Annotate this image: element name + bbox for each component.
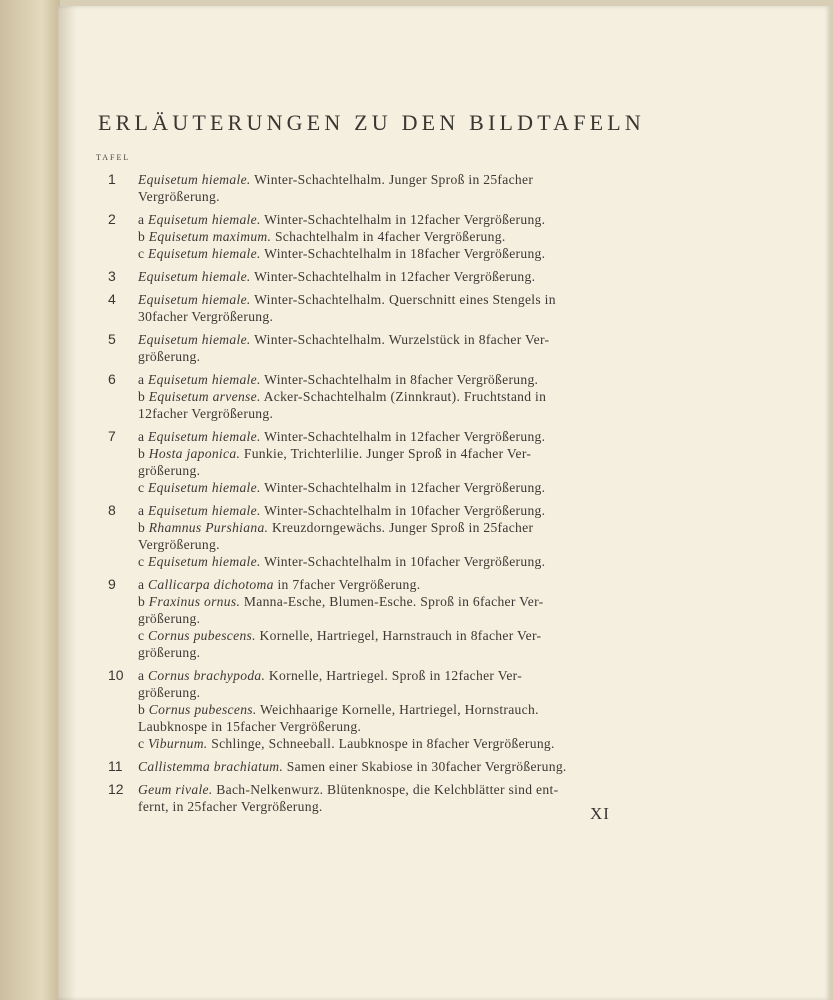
page-number: XI: [590, 804, 610, 823]
description-text: Samen einer Skabiose in 30facher Vergrößerung.: [283, 759, 567, 774]
plate-entry: [96, 291, 618, 325]
plate-entry: [96, 758, 618, 775]
plate-number: 2: [108, 211, 116, 227]
description-text: in 7facher Vergrößerung.: [273, 577, 421, 592]
plate-entry: [96, 667, 618, 752]
species-name: Fraxinus ornus.: [148, 594, 241, 609]
species-name: Cornus pubescens.: [148, 628, 256, 643]
species-name: Equisetum hiemale.: [138, 332, 251, 347]
plate-text-line: [138, 445, 618, 462]
plate-text-line: [138, 228, 618, 245]
page-heading: ERLÄUTERUNGEN ZU DEN BILDTAFELN: [98, 110, 645, 135]
plate-text-line: [138, 735, 618, 752]
species-name: Equisetum maximum.: [148, 229, 272, 244]
plate-text-line: [138, 388, 618, 405]
description-text: 30facher Vergrößerung.: [138, 309, 274, 324]
species-name: Rhamnus Purshiana.: [148, 520, 269, 535]
plate-text-line: [138, 291, 618, 308]
description-text: Funkie, Trichterlilie. Junger Sproß in 4facher Ver-: [240, 446, 532, 461]
description-text: Winter-Schachtelhalm. Junger Sproß in 25facher: [250, 172, 534, 187]
plate-text-line: [138, 536, 618, 553]
plate-text-line: [138, 627, 618, 644]
plate-text-line: [138, 348, 618, 365]
description-text: 12facher Vergrößerung.: [138, 406, 274, 421]
species-name: Equisetum hiemale.: [138, 269, 251, 284]
plate-number: 9: [108, 576, 116, 592]
description-text: Vergrößerung.: [138, 189, 220, 204]
plate-number: 12: [108, 781, 124, 797]
description-text: Winter-Schachtelhalm in 12facher Vergrößerung.: [260, 429, 546, 444]
description-text: Bach-Nelkenwurz. Blütenknospe, die Kelchblätter sind ent-: [212, 782, 559, 797]
description-text: a: [138, 212, 149, 227]
species-name: Equisetum hiemale.: [148, 554, 261, 569]
species-name: Equisetum hiemale.: [138, 292, 251, 307]
plate-entry: [96, 428, 618, 496]
plate-number: 1: [108, 171, 116, 187]
plate-text-line: [138, 758, 618, 775]
plate-entry: [96, 171, 618, 205]
species-name: Geum rivale.: [138, 782, 213, 797]
description-text: Schlinge, Schneeball. Laubknospe in 8facher Vergrößerung.: [207, 736, 555, 751]
species-name: Equisetum hiemale.: [148, 480, 261, 495]
plate-number: 7: [108, 428, 116, 444]
description-text: größerung.: [138, 349, 201, 364]
species-name: Equisetum hiemale.: [148, 429, 261, 444]
description-text: b: [138, 594, 149, 609]
species-name: Cornus brachypoda.: [148, 668, 266, 683]
plate-text-line: [138, 462, 618, 479]
plate-text-line: [138, 593, 618, 610]
description-text: a: [138, 429, 149, 444]
plate-text-line: [138, 479, 618, 496]
description-text: a: [138, 372, 149, 387]
plate-text-line: [138, 553, 618, 570]
description-text: b: [138, 520, 149, 535]
plate-text-line: [138, 405, 618, 422]
plate-text-line: [138, 798, 618, 815]
plate-entry: [96, 268, 618, 285]
plate-text-line: [138, 308, 618, 325]
plate-entry: [96, 331, 618, 365]
plate-number: 11: [108, 758, 123, 774]
plate-entry: [96, 371, 618, 422]
plate-text-line: [138, 576, 618, 593]
description-text: Kornelle, Hartriegel. Sproß in 12facher Ver-: [265, 668, 523, 683]
description-text: Kornelle, Hartriegel, Harnstrauch in 8facher Ver-: [255, 628, 542, 643]
plate-text-line: [138, 610, 618, 627]
plate-entry: [96, 502, 618, 570]
description-text: b: [138, 229, 149, 244]
species-name: Viburnum.: [148, 736, 208, 751]
description-text: größerung.: [138, 463, 201, 478]
plate-list: [96, 171, 618, 821]
plate-text-line: [138, 428, 618, 445]
species-name: Equisetum arvense.: [148, 389, 261, 404]
description-text: c: [138, 736, 149, 751]
description-text: Winter-Schachtelhalm in 10facher Vergrößerung.: [260, 503, 546, 518]
plate-number: 3: [108, 268, 116, 284]
description-text: Winter-Schachtelhalm in 12facher Vergrößerung.: [260, 212, 546, 227]
plate-text-line: [138, 519, 618, 536]
plate-text-line: [138, 245, 618, 262]
description-text: c: [138, 554, 149, 569]
gutter-shadow: [58, 6, 76, 1000]
description-text: Winter-Schachtelhalm in 12facher Vergrößerung.: [260, 480, 546, 495]
species-name: Cornus pubescens.: [148, 702, 257, 717]
description-text: c: [138, 628, 149, 643]
plate-entry: [96, 576, 618, 661]
description-text: b: [138, 446, 149, 461]
plate-text-line: [138, 331, 618, 348]
book-left-page-edge: [0, 0, 60, 1000]
description-text: Acker-Schachtelhalm (Zinnkraut). Fruchtstand in: [260, 389, 547, 404]
plate-text-line: [138, 701, 618, 718]
species-name: Equisetum hiemale.: [148, 212, 261, 227]
description-text: Winter-Schachtelhalm in 8facher Vergrößerung.: [260, 372, 539, 387]
plate-text-line: [138, 188, 618, 205]
plate-number: 8: [108, 502, 116, 518]
plate-text-line: [138, 171, 618, 188]
species-name: Callicarpa dichotoma: [148, 577, 274, 592]
description-text: größerung.: [138, 645, 201, 660]
description-text: c: [138, 480, 149, 495]
tafel-column-label: TAFEL: [96, 153, 131, 162]
description-text: a: [138, 668, 149, 683]
plate-number: 4: [108, 291, 116, 307]
plate-text-line: [138, 667, 618, 684]
description-text: Winter-Schachtelhalm in 10facher Vergrößerung.: [260, 554, 546, 569]
species-name: Equisetum hiemale.: [148, 372, 261, 387]
species-name: Equisetum hiemale.: [138, 172, 251, 187]
description-text: Weichhaarige Kornelle, Hartriegel, Hornstrauch.: [256, 702, 539, 717]
species-name: Callistemma brachiatum.: [138, 759, 284, 774]
plate-entry: [96, 211, 618, 262]
species-name: Equisetum hiemale.: [148, 246, 261, 261]
plate-text-line: [138, 211, 618, 228]
description-text: Winter-Schachtelhalm in 12facher Vergrößerung.: [250, 269, 536, 284]
plate-text-line: [138, 371, 618, 388]
description-text: Kreuzdorngewächs. Junger Sproß in 25facher: [268, 520, 534, 535]
description-text: Vergrößerung.: [138, 537, 220, 552]
plate-text-line: [138, 502, 618, 519]
description-text: Laubknospe in 15facher Vergrößerung.: [138, 719, 362, 734]
description-text: a: [138, 503, 149, 518]
plate-entry: [96, 781, 618, 815]
plate-text-line: [138, 684, 618, 701]
plate-text-line: [138, 718, 618, 735]
description-text: Manna-Esche, Blumen-Esche. Sproß in 6facher Ver-: [240, 594, 544, 609]
plate-number: 5: [108, 331, 116, 347]
description-text: Schachtelhalm in 4facher Vergrößerung.: [271, 229, 506, 244]
description-text: größerung.: [138, 611, 201, 626]
description-text: c: [138, 246, 149, 261]
description-text: fernt, in 25facher Vergrößerung.: [138, 799, 323, 814]
plate-number: 10: [108, 667, 124, 683]
description-text: größerung.: [138, 685, 201, 700]
description-text: Winter-Schachtelhalm. Wurzelstück in 8facher Ver-: [250, 332, 550, 347]
plate-text-line: [138, 644, 618, 661]
plate-text-line: [138, 781, 618, 798]
species-name: Equisetum hiemale.: [148, 503, 261, 518]
description-text: b: [138, 389, 149, 404]
plate-number: 6: [108, 371, 116, 387]
species-name: Hosta japonica.: [148, 446, 241, 461]
plate-text-line: [138, 268, 618, 285]
description-text: a: [138, 577, 149, 592]
description-text: b: [138, 702, 149, 717]
description-text: Winter-Schachtelhalm. Querschnitt eines Stengels in: [250, 292, 556, 307]
description-text: Winter-Schachtelhalm in 18facher Vergrößerung.: [260, 246, 546, 261]
